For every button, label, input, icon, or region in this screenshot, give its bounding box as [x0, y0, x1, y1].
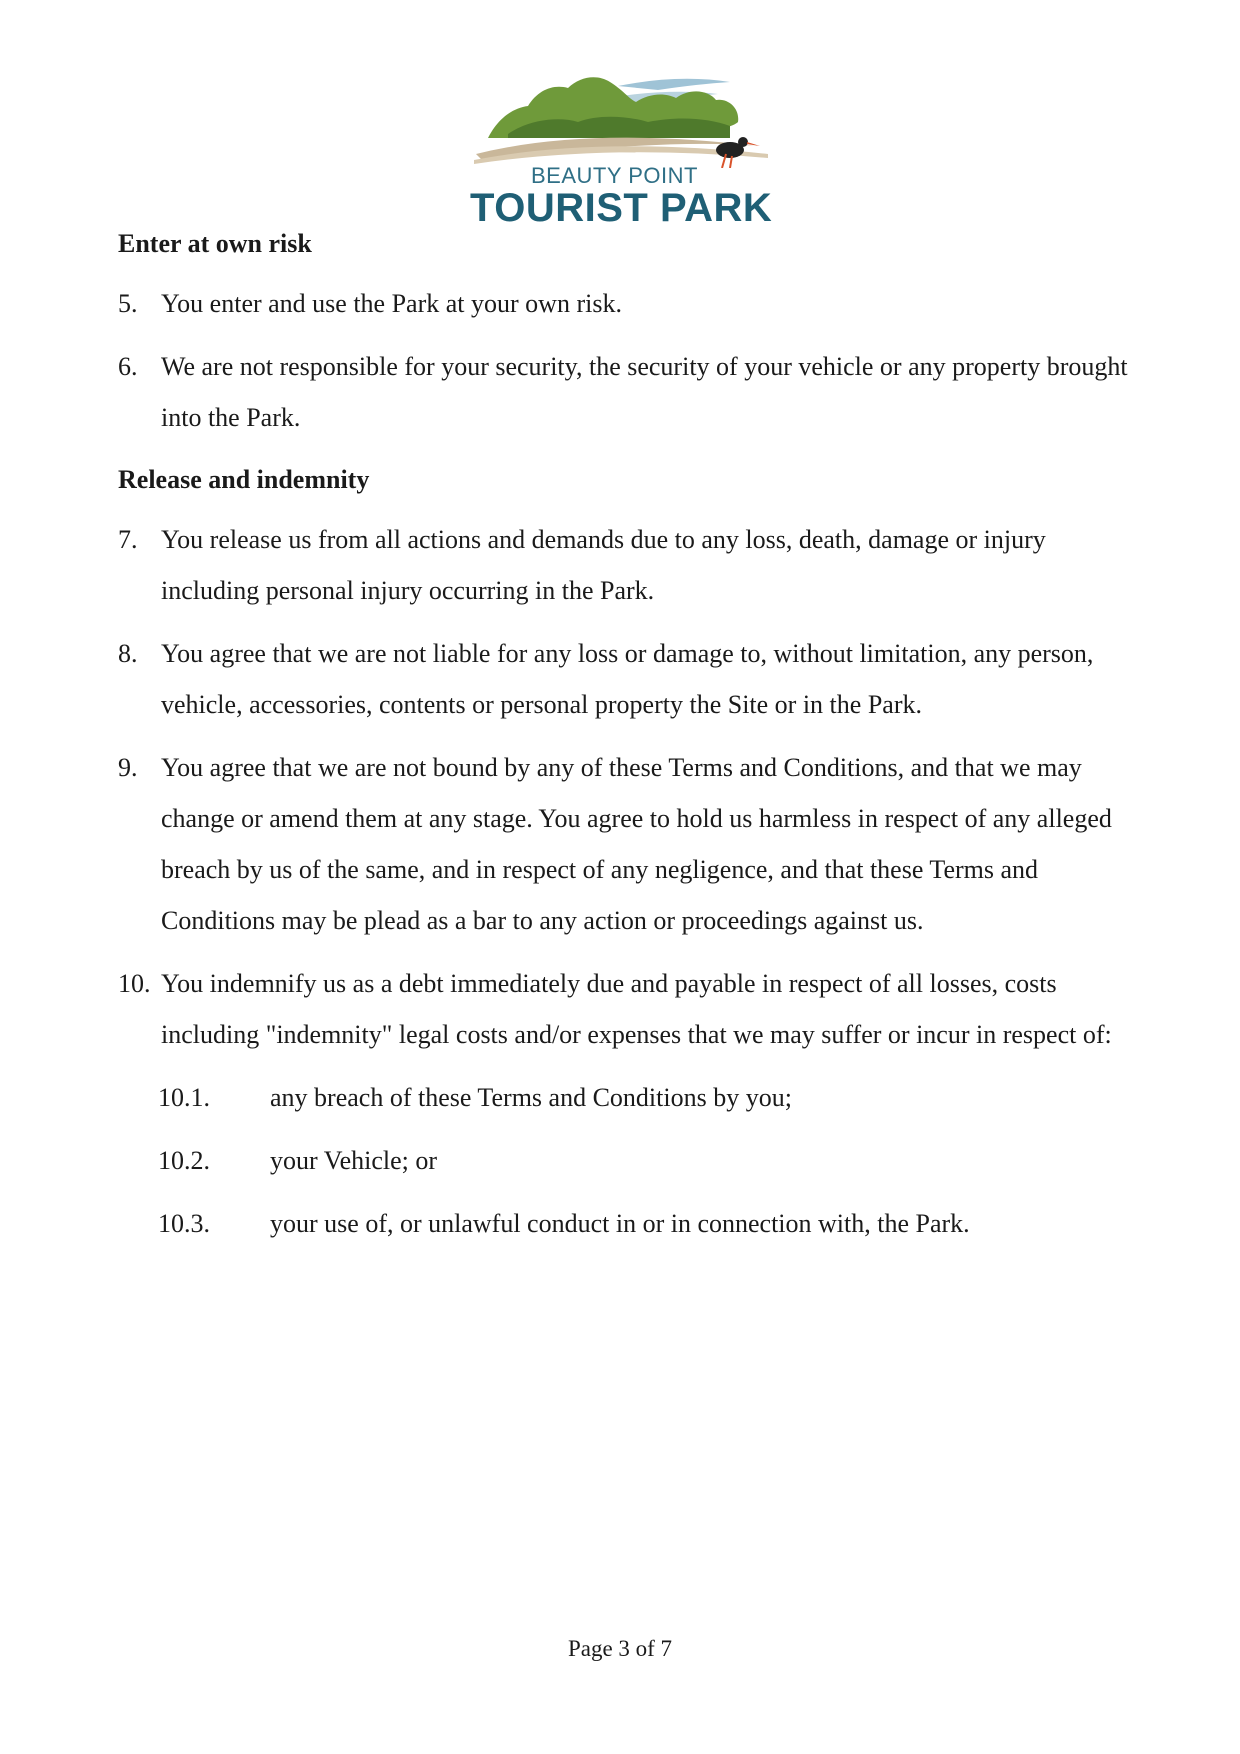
oystercatcher-bird-icon — [716, 137, 760, 168]
clause-text: You agree that we are not bound by any of these Terms and Conditions, and that we may change or amend them at any stage. You agree to hold us harmless in respect of any alleged breach by us of the same, and in respect of any negligence, and that these Terms and Conditions may be plead as a bar to any action or proceedings against us. — [161, 753, 1112, 935]
document-body — [118, 226, 1128, 1249]
subclause-number: 10.3. — [158, 1209, 210, 1238]
clause-10-2 — [118, 1135, 1128, 1186]
clause-text: You agree that we are not liable for any loss or damage to, without limitation, any person, vehicle, accessories, contents or personal property the Site or in the Park. — [161, 639, 1094, 719]
clause-6 — [118, 341, 1128, 443]
clause-text: You indemnify us as a debt immediately due and payable in respect of all losses, costs including "indemnity" legal costs and/or expenses that we may suffer or incur in respect of: — [161, 969, 1112, 1049]
clause-10-3 — [118, 1198, 1128, 1249]
clause-text: We are not responsible for your security, the security of your vehicle or any property brought into the Park. — [161, 352, 1128, 432]
clause-number: 8. — [118, 639, 138, 668]
clause-10-1 — [118, 1072, 1128, 1123]
clause-number: 7. — [118, 525, 138, 554]
logo-text-beauty-point: BEAUTY POINT — [531, 163, 698, 188]
clause-text: You release us from all actions and demands due to any loss, death, damage or injury including personal injury occurring in the Park. — [161, 525, 1046, 605]
clause-number: 10. — [118, 969, 151, 998]
page-number: Page 3 of 7 — [567, 1636, 673, 1661]
logo-text-tourist-park: TOURIST PARK — [470, 186, 773, 230]
park-logo — [468, 68, 784, 238]
section-heading-enter-at-own-risk: Enter at own risk — [118, 229, 312, 258]
clause-number: 6. — [118, 352, 138, 381]
subclause-text: any breach of these Terms and Conditions by you; — [270, 1083, 792, 1112]
clause-10 — [118, 958, 1128, 1060]
subclause-number: 10.1. — [158, 1083, 210, 1112]
clause-text: You enter and use the Park at your own risk. — [161, 289, 622, 318]
clause-7 — [118, 514, 1128, 616]
clause-8 — [118, 628, 1128, 730]
subclause-number: 10.2. — [158, 1146, 210, 1175]
section-heading-release-and-indemnity: Release and indemnity — [118, 465, 370, 494]
subclause-text: your Vehicle; or — [270, 1146, 438, 1175]
clause-number: 5. — [118, 289, 138, 318]
subclause-text: your use of, or unlawful conduct in or in connection with, the Park. — [270, 1209, 970, 1238]
clause-number: 9. — [118, 753, 138, 782]
clause-5 — [118, 278, 1128, 329]
clause-9 — [118, 742, 1128, 946]
logo-landscape-icon — [468, 68, 784, 168]
